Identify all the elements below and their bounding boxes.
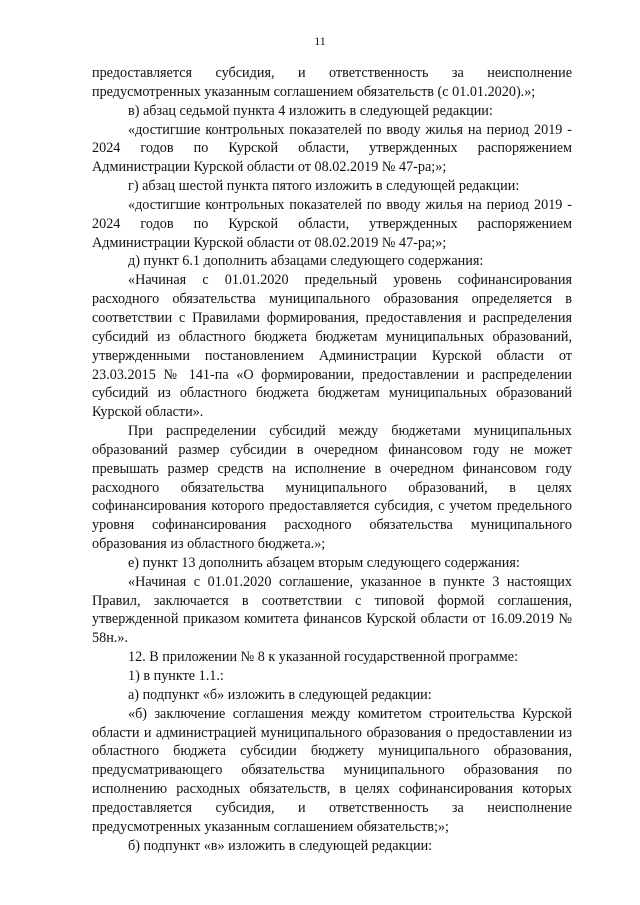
paragraph: в) абзац седьмой пункта 4 изложить в следующей редакции: — [128, 102, 493, 119]
paragraph: е) пункт 13 дополнить абзацем вторым следующего содержания: — [128, 554, 520, 571]
paragraph: б) подпункт «в» изложить в следующей редакции: — [128, 837, 433, 854]
page-number: 11 — [314, 34, 326, 48]
paragraph: «достигшие контрольных показателей по вводу жилья на период 2019 - 2024 годов по Курской области, утвержденных распоряжением Администрации Курской области от 08.02.2019 № 47-ра;»; — [92, 196, 572, 251]
paragraph: «Начиная с 01.01.2020 предельный уровень софинансирования расходного обязательства муниципального образования определяется в соответствии с Правилами формирования, предоставления и распределения субсидий из областного бюджета бюджетам муниципальных образований, утвержденными постановлением Администрации Курской области от 23.03.2015 № 141-па «О формировании, предоставлении и распределении субсидий из областного бюджета бюджетам муниципальных образований Курской области». — [92, 272, 572, 421]
paragraph: а) подпункт «б» изложить в следующей редакции: — [128, 686, 432, 703]
paragraph: 12. В приложении № 8 к указанной государственной программе: — [128, 649, 519, 666]
paragraph: г) абзац шестой пункта пятого изложить в следующей редакции: — [128, 178, 520, 195]
document-body — [92, 64, 572, 855]
paragraph: 1) в пункте 1.1.: — [128, 668, 224, 684]
paragraph: предоставляется субсидия, и ответственность за неисполнение предусмотренных указанным соглашением обязательств (с 01.01.2020).»; — [92, 65, 572, 100]
paragraph: «б) заключение соглашения между комитетом строительства Курской области и администрацией муниципального образования о предоставлении из областного бюджета субсидии бюджету муниципального образования, предусматривающего обязательства муниципального образования по исполнению расходных обязательств, в целях софинансирования которых предоставляется субсидия, и ответственность за неисполнение предусмотренных указанным соглашением обязательств;»; — [92, 705, 572, 835]
paragraph: д) пункт 6.1 дополнить абзацами следующего содержания: — [128, 253, 484, 270]
paragraph: При распределении субсидий между бюджетами муниципальных образований размер субсидии в очередном финансовом году не может превышать размер средств на исполнение в очередном финансовом году расходного обязательства муниципального образований, в целях софинансирования которого предоставляется субсидия, с учетом предельного уровня софинансирования расходного обязательства муниципального образования из областного бюджета.»; — [92, 423, 572, 553]
paragraph: «Начиная с 01.01.2020 соглашение, указанное в пункте 3 настоящих Правил, заключается в соответствии с типовой формой соглашения, утвержденной приказом комитета финансов Курской области от 16.09.2019 № 58н.». — [92, 573, 572, 647]
paragraph: «достигшие контрольных показателей по вводу жилья на период 2019 - 2024 годов по Курской области, утвержденных распоряжением Администрации Курской области от 08.02.2019 № 47-ра;»; — [92, 121, 572, 176]
